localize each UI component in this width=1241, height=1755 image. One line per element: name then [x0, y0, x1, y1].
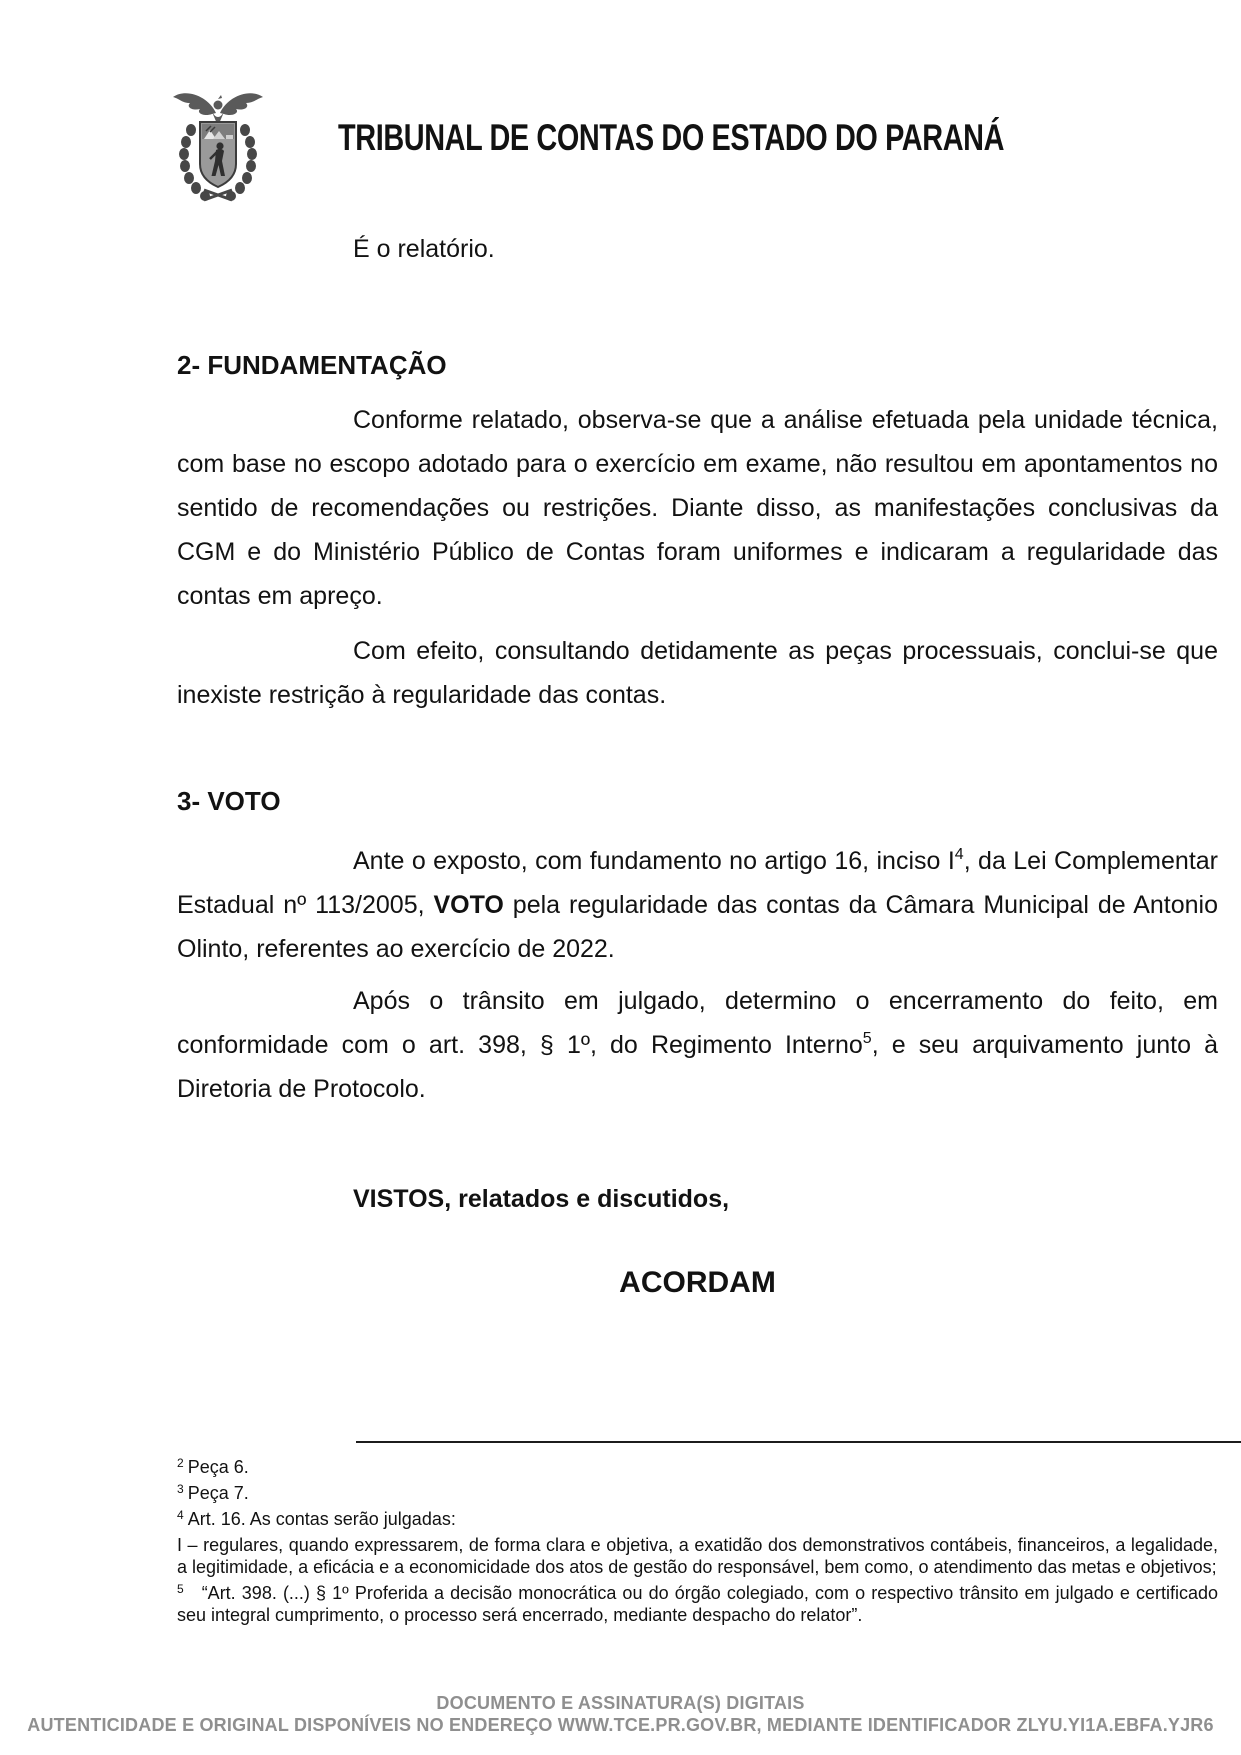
voto-paragraph-1: [177, 839, 1218, 971]
voto-p2-text-b: , e seu arquivamento junto à Diretoria de Protocolo.: [177, 1031, 1218, 1103]
acordam-line: ACORDAM: [619, 1266, 776, 1299]
vistos-line: VISTOS, relatados e discutidos,: [353, 1185, 730, 1213]
section-heading-fundamentacao: 2- FUNDAMENTAÇÃO: [177, 350, 447, 380]
report-closing-line: É o relatório.: [353, 235, 495, 263]
voto-p2-text-a: Após o trânsito em julgado, determino o encerramento do feito, em conformidade com o art. 398, § 1º, do Regimento Interno: [177, 987, 1218, 1059]
voto-keyword: VOTO: [433, 891, 504, 919]
footnote-2: [177, 1456, 1218, 1478]
footnote-ref-4: 4: [954, 846, 964, 863]
footer-line-1: DOCUMENTO E ASSINATURA(S) DIGITAIS: [436, 1693, 805, 1713]
footnote-ref-5: 5: [862, 1030, 872, 1047]
document-header-title: [338, 116, 1192, 160]
fundamentacao-paragraph-2: Com efeito, consultando detidamente as peças processuais, conclui-se que inexiste restrição à regularidade das contas.: [177, 637, 1218, 709]
footnote-2-marker: 2: [177, 1456, 184, 1470]
footnote-4-marker: 4: [177, 1508, 184, 1522]
voto-p1-text-c: pela regularidade das contas da Câmara Municipal de Antonio Olinto, referentes ao exercício de 2022.: [177, 891, 1218, 963]
voto-p1-text-a: Ante o exposto, com fundamento no artigo 16, inciso I: [353, 847, 955, 875]
fundamentacao-paragraph-1: Conforme relatado, observa-se que a análise efetuada pela unidade técnica, com base no escopo adotado para o exercício em exame, não resultou em apontamentos no sentido de recomendações ou restrições. Diante disso, as manifestações conclusivas da CGM e do Ministério Público de Contas foram uniformes e indicaram a regularidade das contas em apreço.: [177, 406, 1218, 610]
voto-p1-text-b: , da Lei Complementar Estadual nº 113/2005,: [177, 847, 1218, 919]
footnote-5-marker: 5: [177, 1582, 184, 1596]
footnotes-block: [177, 1456, 1218, 1630]
footer-line-2: AUTENTICIDADE E ORIGINAL DISPONÍVEIS NO ENDEREÇO WWW.TCE.PR.GOV.BR, MEDIANTE IDENTIFICADOR ZLYU.YI1A.EBFA.YJR6: [27, 1715, 1214, 1735]
footnote-5: [177, 1582, 1218, 1626]
footnote-4-text: Art. 16. As contas serão julgadas:: [187, 1509, 456, 1529]
footnote-separator-line: [356, 1441, 1241, 1443]
digital-signature-footer: [0, 1692, 1241, 1736]
footnote-3-marker: 3: [177, 1482, 184, 1496]
footnote-3-text: Peça 7.: [187, 1483, 249, 1503]
footnote-4-body-text: I – regulares, quando expressarem, de forma clara e objetiva, a exatidão dos demonstrativos contábeis, financeiros, a legalidade, a legitimidade, a eficácia e a economicidade dos atos de gestão do responsável, bem como, o atendimento das metas e objetivos;: [177, 1535, 1218, 1577]
footnote-4: [177, 1508, 1218, 1530]
document-header-title-text: TRIBUNAL DE CONTAS DO ESTADO DO PARANÁ: [338, 117, 1005, 158]
footnote-2-text: Peça 6.: [187, 1457, 249, 1477]
footnote-4-body: [177, 1534, 1218, 1578]
voto-paragraph-2: [177, 979, 1218, 1111]
section-heading-voto: 3- VOTO: [177, 786, 281, 816]
parana-coat-of-arms-icon: [168, 86, 268, 204]
footnote-3: [177, 1482, 1218, 1504]
footnote-5-text: “Art. 398. (...) § 1º Proferida a decisão monocrática ou do órgão colegiado, com o respectivo trânsito em julgado e certificado seu integral cumprimento, o processo será encerrado, mediante despacho do relator”.: [177, 1583, 1218, 1625]
